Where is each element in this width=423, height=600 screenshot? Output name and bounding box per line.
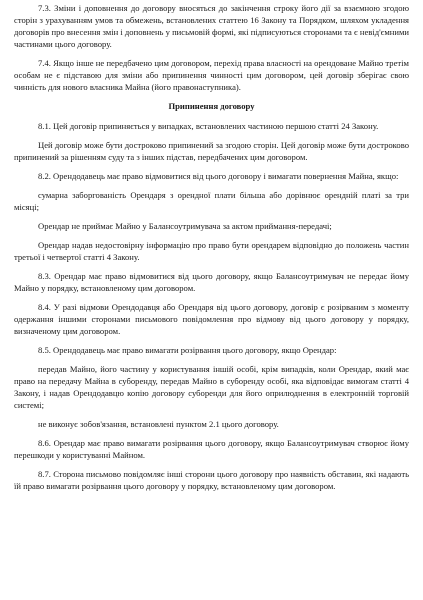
clause-8-2: 8.2. Орендодавець має право відмовитися від цього договору і вимагати повернення Майна, якщо: bbox=[38, 171, 399, 181]
clause-7-4: 7.4. Якщо інше не передбачено цим договором, перехід права власності на орендоване Майно третім особам не є підставою для зміни або припинення чинності цим договором, цей договір зберігає свою чинність для нового власника Майна (його правонаступника). bbox=[14, 58, 409, 92]
clause-8-2-condition-false-info: Орендар надав недостовірну інформацію про право бути орендарем відповідно до положень частин третьої і четвертої статті 4 Закону. bbox=[14, 240, 409, 262]
clause-8-4: 8.4. У разі відмови Орендодавця або Орендаря від цього договору, договір є розірваним з моменту одержання іншими сторонами письмового повідомлення про відмову від цього договору у порядку, визначеному цим договором. bbox=[14, 302, 409, 336]
clause-8-2-condition-acceptance: Орендар не приймає Майно у Балансоутримувача за актом приймання-передачі; bbox=[38, 221, 332, 231]
clause-8-1: 8.1. Цей договір припиняється у випадках, встановлених частиною першою статті 24 Закону. bbox=[38, 121, 379, 131]
clause-8-2-condition-debt: сумарна заборгованість Орендаря з орендної плати більша або дорівнює орендній платі за три місяці; bbox=[14, 190, 409, 212]
section-heading: Припинення договору bbox=[168, 101, 255, 111]
clause-7-3: 7.3. Зміни і доповнення до договору вносяться до закінчення строку його дії за взаємною згодою сторін з урахуванням умов та обмежень, встановлених статтею 16 Закону та Порядком, шляхом укладення договорів про внесення змін і доповнень у письмовій формі, які підписуються сторонами та є невід'ємними частинами цього договору. bbox=[14, 3, 409, 49]
clause-8-6: 8.6. Орендар має право вимагати розірвання цього договору, якщо Балансоутримувач створює йому перешкоди у користуванні Майном. bbox=[14, 438, 409, 460]
clause-8-5-condition-sublease: передав Майно, його частину у користування іншій особі, крім випадків, коли Орендар, який має право на передачу Майна в суборенду, передав Майно в суборенду особі, яка відповідає вимогам статті 4 Закону, і надав Орендодавцю копію договору суборенди для його оприлюднення в електронній торговій системі; bbox=[14, 364, 409, 410]
clause-8-5-condition-obligations: не виконує зобов'язання, встановлені пунктом 2.1 цього договору. bbox=[38, 419, 279, 429]
early-termination-paragraph: Цей договір може бути достроково припинений за згодою сторін. Цей договір може бути достроково припинений за рішенням суду та з інших підстав, передбачених цим договором. bbox=[14, 140, 409, 162]
clause-8-7: 8.7. Сторона письмово повідомляє інші сторони цього договору про наявність обставин, які надають їй право вимагати розірвання цього договору у порядку, встановленому цим договором. bbox=[14, 469, 409, 491]
clause-8-5: 8.5. Орендодавець має право вимагати розірвання цього договору, якщо Орендар: bbox=[38, 345, 337, 355]
clause-8-3: 8.3. Орендар має право відмовитися від цього договору, якщо Балансоутримувач не передає йому Майно у порядку, встановленому цим договором. bbox=[14, 271, 409, 293]
